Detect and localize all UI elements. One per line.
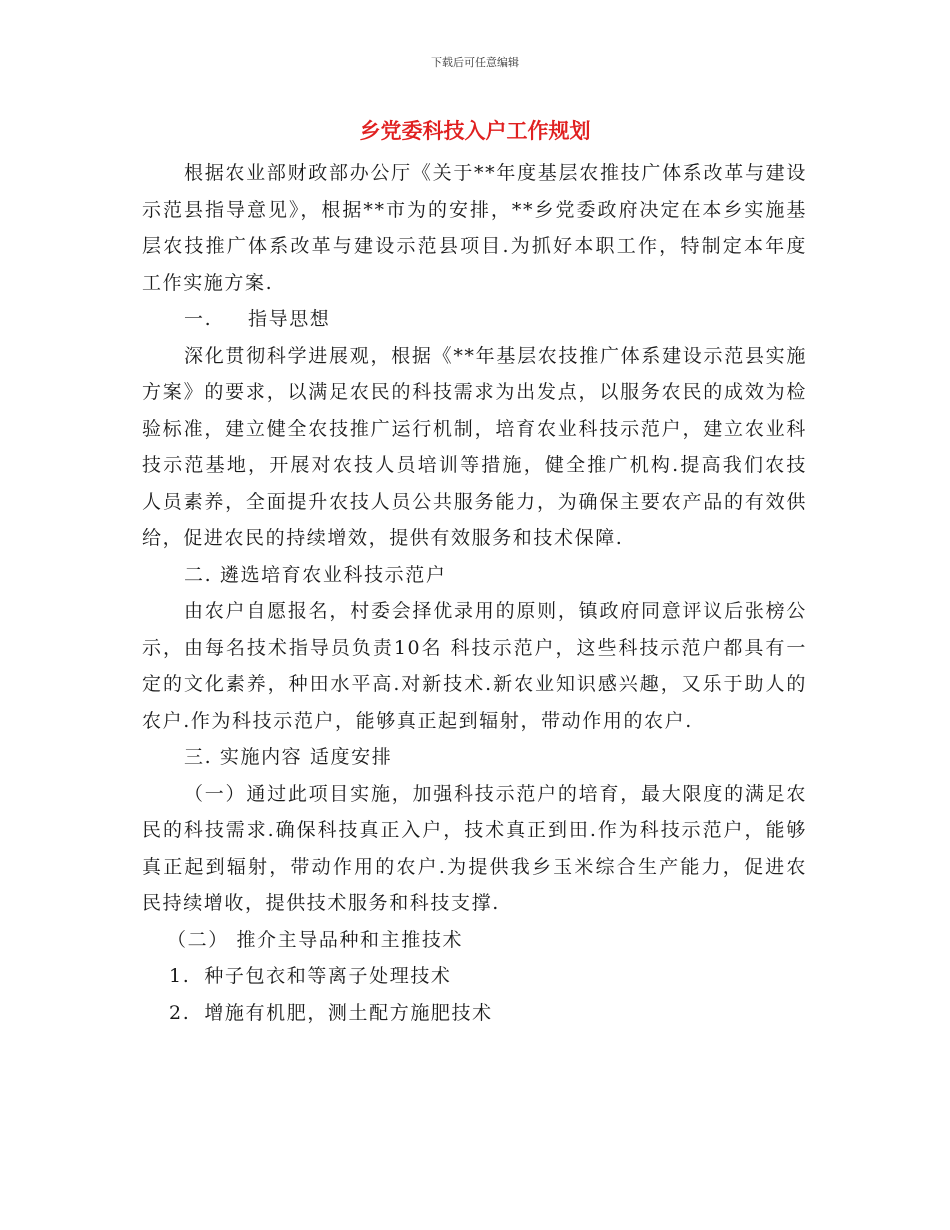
list-item xyxy=(142,958,807,995)
section-3-heading: 三. 实施内容 适度安排 xyxy=(184,746,393,768)
subsection-1-paragraph: （一）通过此项目实施，加强科技示范户的培育，最大限度的满足农民的科技需求.确保科技真正入户，技术真正到田.作为科技示范户，能够真正起到辐射，带动作用的农户.为提供我乡玉米综合生产能力，促进农民持续增收，提供技术服务和科技支撑. xyxy=(142,782,807,914)
section-1-heading xyxy=(142,301,807,338)
list-item-number: 1. xyxy=(169,965,191,987)
section-2-paragraph: 由农户自愿报名，村委会择优录用的原则，镇政府同意评议后张榜公示，由每名技术指导员负责10名 科技示范户，这些科技示范户都具有一定的文化素养，种田水平高.对新技术.新农业知识感兴趣，又乐于助人的农户.作为科技示范户，能够真正起到辐射，带动作用的农户. xyxy=(142,600,807,732)
document-title: 乡党委科技入户工作规划 xyxy=(359,119,591,143)
list-item-text: 增施有机肥，测土配方施肥技术 xyxy=(204,1001,493,1024)
section-1-title: 指导思想 xyxy=(248,308,331,330)
section-1-number: 一. xyxy=(184,308,213,330)
list-item-text: 种子包衣和等离子处理技术 xyxy=(204,965,452,987)
header-note: 下载后可任意编辑 xyxy=(431,56,519,69)
intro-paragraph: 根据农业部财政部办公厅《关于**年度基层农推技广体系改革与建设示范县指导意见》，根据**市为的安排，**乡党委政府决定在本乡实施基层农技推广体系改革与建设示范县项目.为抓好本职工作，特制定本年度工作实施方案. xyxy=(142,162,807,294)
list-item xyxy=(142,995,807,1032)
subsection-2-heading: （二） 推介主导品种和主推技术 xyxy=(167,928,464,951)
list-item-number: 2. xyxy=(169,1001,191,1024)
section-1-paragraph: 深化贯彻科学进展观，根据《**年基层农技推广体系建设示范县实施方案》的要求，以满足农民的科技需求为出发点，以服务农民的成效为检验标准，建立健全农技推广运行机制，培育农业科技示范户，建立农业科技示范基地，开展对农技人员培训等措施，健全推广机构.提高我们农技人员素养，全面提升农技人员公共服务能力，为确保主要农产品的有效供给，促进农民的持续增效，提供有效服务和技术保障. xyxy=(142,344,807,549)
section-2-heading: 二. 遴选培育农业科技示范户 xyxy=(184,563,447,586)
document-body xyxy=(142,155,807,1031)
